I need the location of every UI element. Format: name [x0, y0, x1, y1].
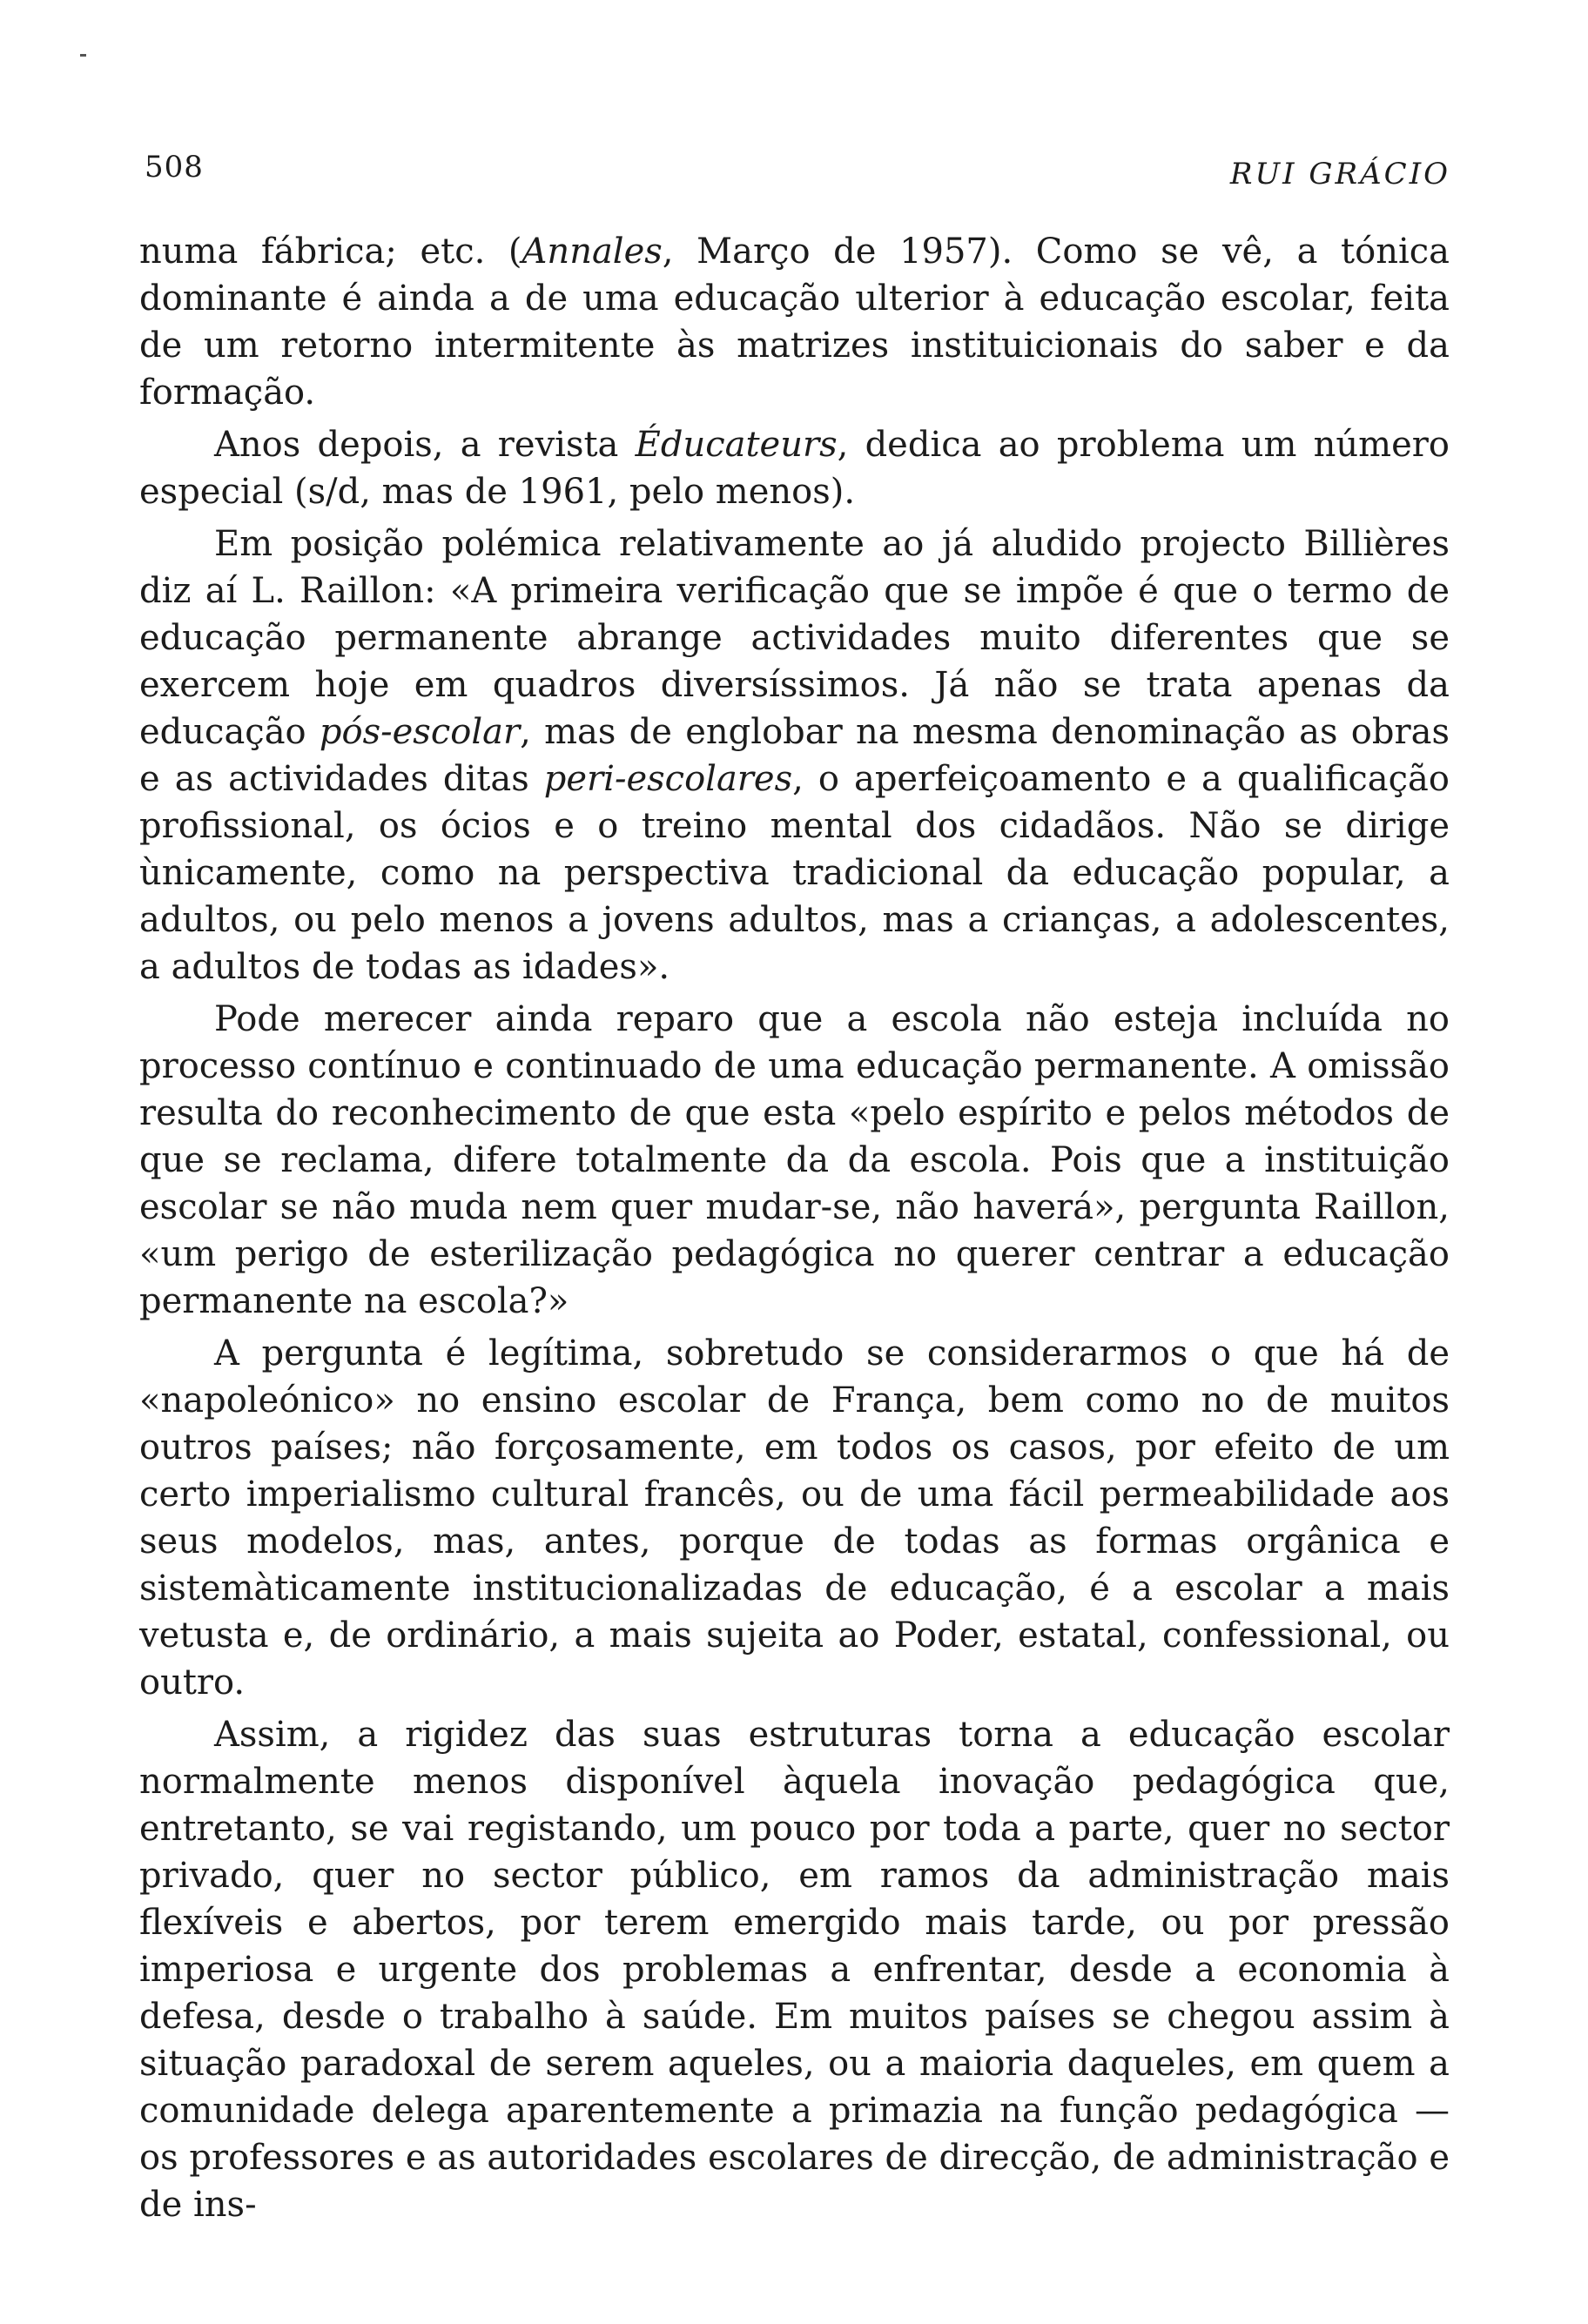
text-run: , o aperfeiçoamento e a qualificação profissional, os ócios e o treino mental dos cidadãos. Não se dirige ùnicamente, como na perspectiva tradicional da educação popular, a adultos, ou pelo menos a jovens adultos, mas a crianças, a adolescentes, a adultos de todas as idades».: [139, 759, 1450, 987]
text-run: Assim, a rigidez das suas estruturas torna a educação escolar normalmente menos disponível àquela inovação pedagógica que, entretanto, se vai registando, um pouco por toda a parte, quer no sector privado, quer no sector público, em ramos da administração mais flexíveis e abertos, por terem emergido mais tarde, ou por pressão imperiosa e urgente dos problemas a enfrentar, desde a economia à defesa, desde o trabalho à saúde. Em muitos países se chegou assim à situação paradoxal de serem aqueles, ou a maioria daqueles, em quem a comunidade delega aparentemente a primazia na função pedagógica — os professores e as autoridades escolares de direcção, de administração e de ins-: [139, 1715, 1450, 2225]
italic-text: pós-escolar: [319, 712, 521, 752]
text-run: , mas de englobar na mesma denominação as obras e as actividades ditas: [139, 712, 1450, 799]
text-run: numa fábrica; etc. (: [139, 232, 522, 272]
page-header: [145, 150, 1450, 198]
body-text: [139, 228, 1450, 2228]
paragraph: [139, 1711, 1450, 2228]
italic-text: peri-escolares: [543, 759, 793, 799]
paragraph: [139, 521, 1450, 991]
running-head: RUI GRÁCIO: [1229, 157, 1450, 191]
italic-text: Annales: [521, 232, 663, 272]
italic-text: Éducateurs: [635, 425, 838, 465]
text-run: , dedica ao problema um número especial (s/d, mas de 1961, pelo menos).: [139, 425, 1450, 512]
paragraph: [139, 996, 1450, 1325]
text-run: , Março de 1957). Como se vê, a tónica dominante é ainda a de uma educação ulterior à educação escolar, feita de um retorno intermitente às matrizes instituicionais do saber e da formação.: [139, 232, 1450, 413]
page-number: 508: [145, 150, 204, 185]
paragraph: [139, 421, 1450, 515]
text-run: A pergunta é legítima, sobretudo se considerarmos o que há de «napoleónico» no ensino escolar de França, bem como no de muitos outros países; não forçosamente, em todos os casos, por efeito de um certo imperialismo cultural francês, ou de uma fácil permeabilidade aos seus modelos, mas, antes, porque de todas as formas orgânica e sistemàticamente institucionalizadas de educação, é a escolar a mais vetusta e, de ordinário, a mais sujeita ao Poder, estatal, confessional, ou outro.: [139, 1333, 1450, 1703]
scan-speck: [80, 54, 86, 57]
text-run: Pode merecer ainda reparo que a escola não esteja incluída no processo contínuo e continuado de uma educação permanente. A omissão resulta do reconhecimento de que esta «pelo espírito e pelos métodos de que se reclama, difere totalmente da da escola. Pois que a instituição escolar se não muda nem quer mudar-se, não haverá», pergunta Raillon, «um perigo de esterilização pedagógica no querer centrar a educação permanente na escola?»: [139, 999, 1450, 1321]
text-run: Em posição polémica relativamente ao já aludido projecto Billières diz aí L. Raillon: «A primeira verificação que se impõe é que o termo de educação permanente abrange actividades muito diferentes que se exercem hoje em quadros diversíssimos. Já não se trata apenas da educação: [139, 524, 1450, 752]
paragraph: [139, 228, 1450, 416]
paragraph: [139, 1330, 1450, 1706]
text-run: Anos depois, a revista: [214, 425, 636, 465]
